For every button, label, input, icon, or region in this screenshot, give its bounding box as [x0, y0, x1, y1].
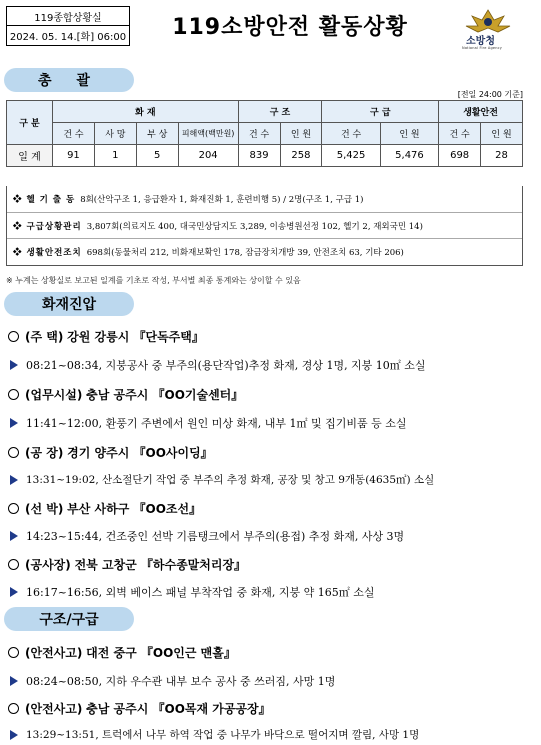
cell-value: 5,476: [380, 145, 438, 167]
summary-row-label: ❖ 생활안전조치: [13, 247, 82, 258]
incident-detail-text: 14:23~15:44, 건조중인 선박 기름탱크에서 부주의(용접) 추정 화재, 사상 3명: [26, 530, 405, 543]
summary-row-label: ❖ 헬 기 출 동: [13, 195, 76, 205]
group-fire: 화 재: [53, 101, 239, 123]
incident-heading: [8, 644, 236, 661]
subhead: 부 상: [136, 123, 178, 145]
incident-detail-text: 11:41~12:00, 환풍기 주변에서 원인 미상 화재, 내부 1㎡ 및 집기비품 등 소실: [26, 417, 407, 430]
incident-category: (업무시설): [25, 388, 83, 402]
summary-row-text: 3,807회(의료지도 400, 대국민상담지도 3,289, 이송병원선정 102, 헬기 2, 재외국민 14): [86, 221, 423, 232]
incident-category: (선 박): [25, 502, 64, 516]
incident-detail-text: 13:29~13:51, 트럭에서 나무 하역 작업 중 나무가 바닥으로 떨어지며 깔림, 사망 1명: [26, 729, 420, 741]
incident-category: (공사장): [25, 558, 71, 572]
subhead: 건 수: [322, 123, 380, 145]
header-info: [6, 6, 130, 46]
incident-detail-text: 16:17~16:56, 외벽 베이스 패널 부착작업 중 화재, 지붕 약 165㎡ 소실: [26, 586, 375, 599]
subhead: 인 원: [481, 123, 523, 145]
circle-bullet-icon: [8, 331, 19, 342]
incident-detail: [10, 357, 426, 373]
summary-row: [7, 212, 522, 238]
row-header: 구 분: [7, 101, 53, 145]
incident-place: 대전 중구 『OO인근 맨홀』: [86, 646, 236, 660]
incident-detail: [10, 673, 335, 689]
summary-details: [6, 186, 523, 266]
circle-bullet-icon: [8, 703, 19, 714]
logo-subtext: National Fire Agency: [462, 46, 503, 50]
incident-detail: [10, 415, 406, 431]
cell-value: 5: [136, 145, 178, 167]
cell-value: 839: [238, 145, 280, 167]
subhead: 인 원: [280, 123, 322, 145]
incident-place: 충남 공주시 『OO목재 가공공장』: [86, 702, 271, 716]
cell-value: 5,425: [322, 145, 380, 167]
cell-value: 204: [178, 145, 238, 167]
incident-category: (공 장): [25, 446, 64, 460]
summary-row-label: ❖ 구급상황관리: [13, 221, 82, 232]
summary-row-text: 8회(산악구조 1, 응급환자 1, 화재진화 1, 훈련비행 5) / 2명(구조 1, 구급 1): [80, 195, 364, 205]
report-date: 2024. 05. 14.[화] 06:00: [6, 26, 130, 46]
page-title: 119소방안전 활동상황: [172, 15, 408, 40]
summary-row-text: 698회(동물처리 212, 비화재보확인 178, 잠금장치개방 39, 안전조치 63, 기타 206): [86, 247, 404, 258]
row-label: 일 계: [7, 145, 53, 167]
incident-place: 부산 사하구 『OO조선』: [67, 502, 202, 516]
arrow-bullet-icon: [10, 418, 18, 428]
subhead: 건 수: [439, 123, 481, 145]
arrow-bullet-icon: [10, 360, 18, 370]
incident-detail-text: 08:24~08:50, 지하 우수관 내부 보수 공사 중 쓰러짐, 사망 1명: [26, 675, 336, 688]
circle-bullet-icon: [8, 503, 19, 514]
group-ems: 구 급: [322, 101, 439, 123]
incident-place: 전북 고창군 『하수종말처리장』: [74, 558, 247, 572]
summary-row: [7, 238, 522, 264]
incident-category: (안전사고): [25, 702, 83, 716]
incident-heading: [8, 500, 201, 517]
subhead: 피해액(백만원): [178, 123, 238, 145]
circle-bullet-icon: [8, 647, 19, 658]
subhead: 인 원: [380, 123, 438, 145]
arrow-bullet-icon: [10, 587, 18, 597]
arrow-bullet-icon: [10, 730, 18, 740]
stats-table: [6, 100, 523, 167]
incident-detail: [10, 472, 434, 487]
incident-heading: [8, 328, 204, 345]
incident-detail-text: 08:21~08:34, 지붕공사 중 부주의(용단작업)추정 화재, 경상 1명, 지붕 10㎡ 소실: [26, 359, 426, 372]
circle-bullet-icon: [8, 389, 19, 400]
incident-heading: [8, 444, 213, 461]
rescue-section-pill: 구조/구급: [4, 607, 134, 631]
incident-place: 경기 양주시 『OO사이딩』: [67, 446, 213, 460]
incident-detail: [10, 727, 419, 742]
arrow-bullet-icon: [10, 475, 18, 485]
subhead: 건 수: [53, 123, 95, 145]
date-note: [전일 24:00 기준]: [457, 90, 523, 99]
arrow-bullet-icon: [10, 531, 18, 541]
group-safety: 생활안전: [439, 101, 523, 123]
fire-section-pill: 화재진압: [4, 292, 134, 316]
cell-value: 698: [439, 145, 481, 167]
summary-section-pill: 총 괄: [4, 68, 134, 92]
group-rescue: 구 조: [238, 101, 322, 123]
incident-detail: [10, 584, 374, 600]
circle-bullet-icon: [8, 447, 19, 458]
incident-place: 강원 강릉시 『단독주택』: [67, 330, 204, 344]
cell-value: 28: [481, 145, 523, 167]
incident-place: 충남 공주시 『OO기술센터』: [86, 388, 244, 402]
incident-heading: [8, 556, 246, 573]
circle-bullet-icon: [8, 559, 19, 570]
subhead: 건 수: [238, 123, 280, 145]
org-name: 119종합상황실: [6, 6, 130, 26]
footnote: ※ 누계는 상황실로 보고된 일계를 기초로 작성, 부서별 최종 통계와는 상이할 수 있음: [6, 276, 301, 285]
incident-heading: [8, 386, 243, 403]
incident-heading: [8, 700, 271, 717]
incident-detail-text: 13:31~19:02, 산소절단기 작업 중 부주의 추정 화재, 공장 및 창고 9개동(4635㎡) 소실: [26, 474, 435, 486]
cell-value: 91: [53, 145, 95, 167]
logo-text: 소방청: [466, 36, 495, 47]
cell-value: 1: [94, 145, 136, 167]
incident-category: (주 택): [25, 330, 64, 344]
subhead: 사 망: [94, 123, 136, 145]
arrow-bullet-icon: [10, 676, 18, 686]
summary-row: [7, 186, 522, 212]
incident-category: (안전사고): [25, 646, 83, 660]
incident-detail: [10, 528, 404, 544]
cell-value: 258: [280, 145, 322, 167]
